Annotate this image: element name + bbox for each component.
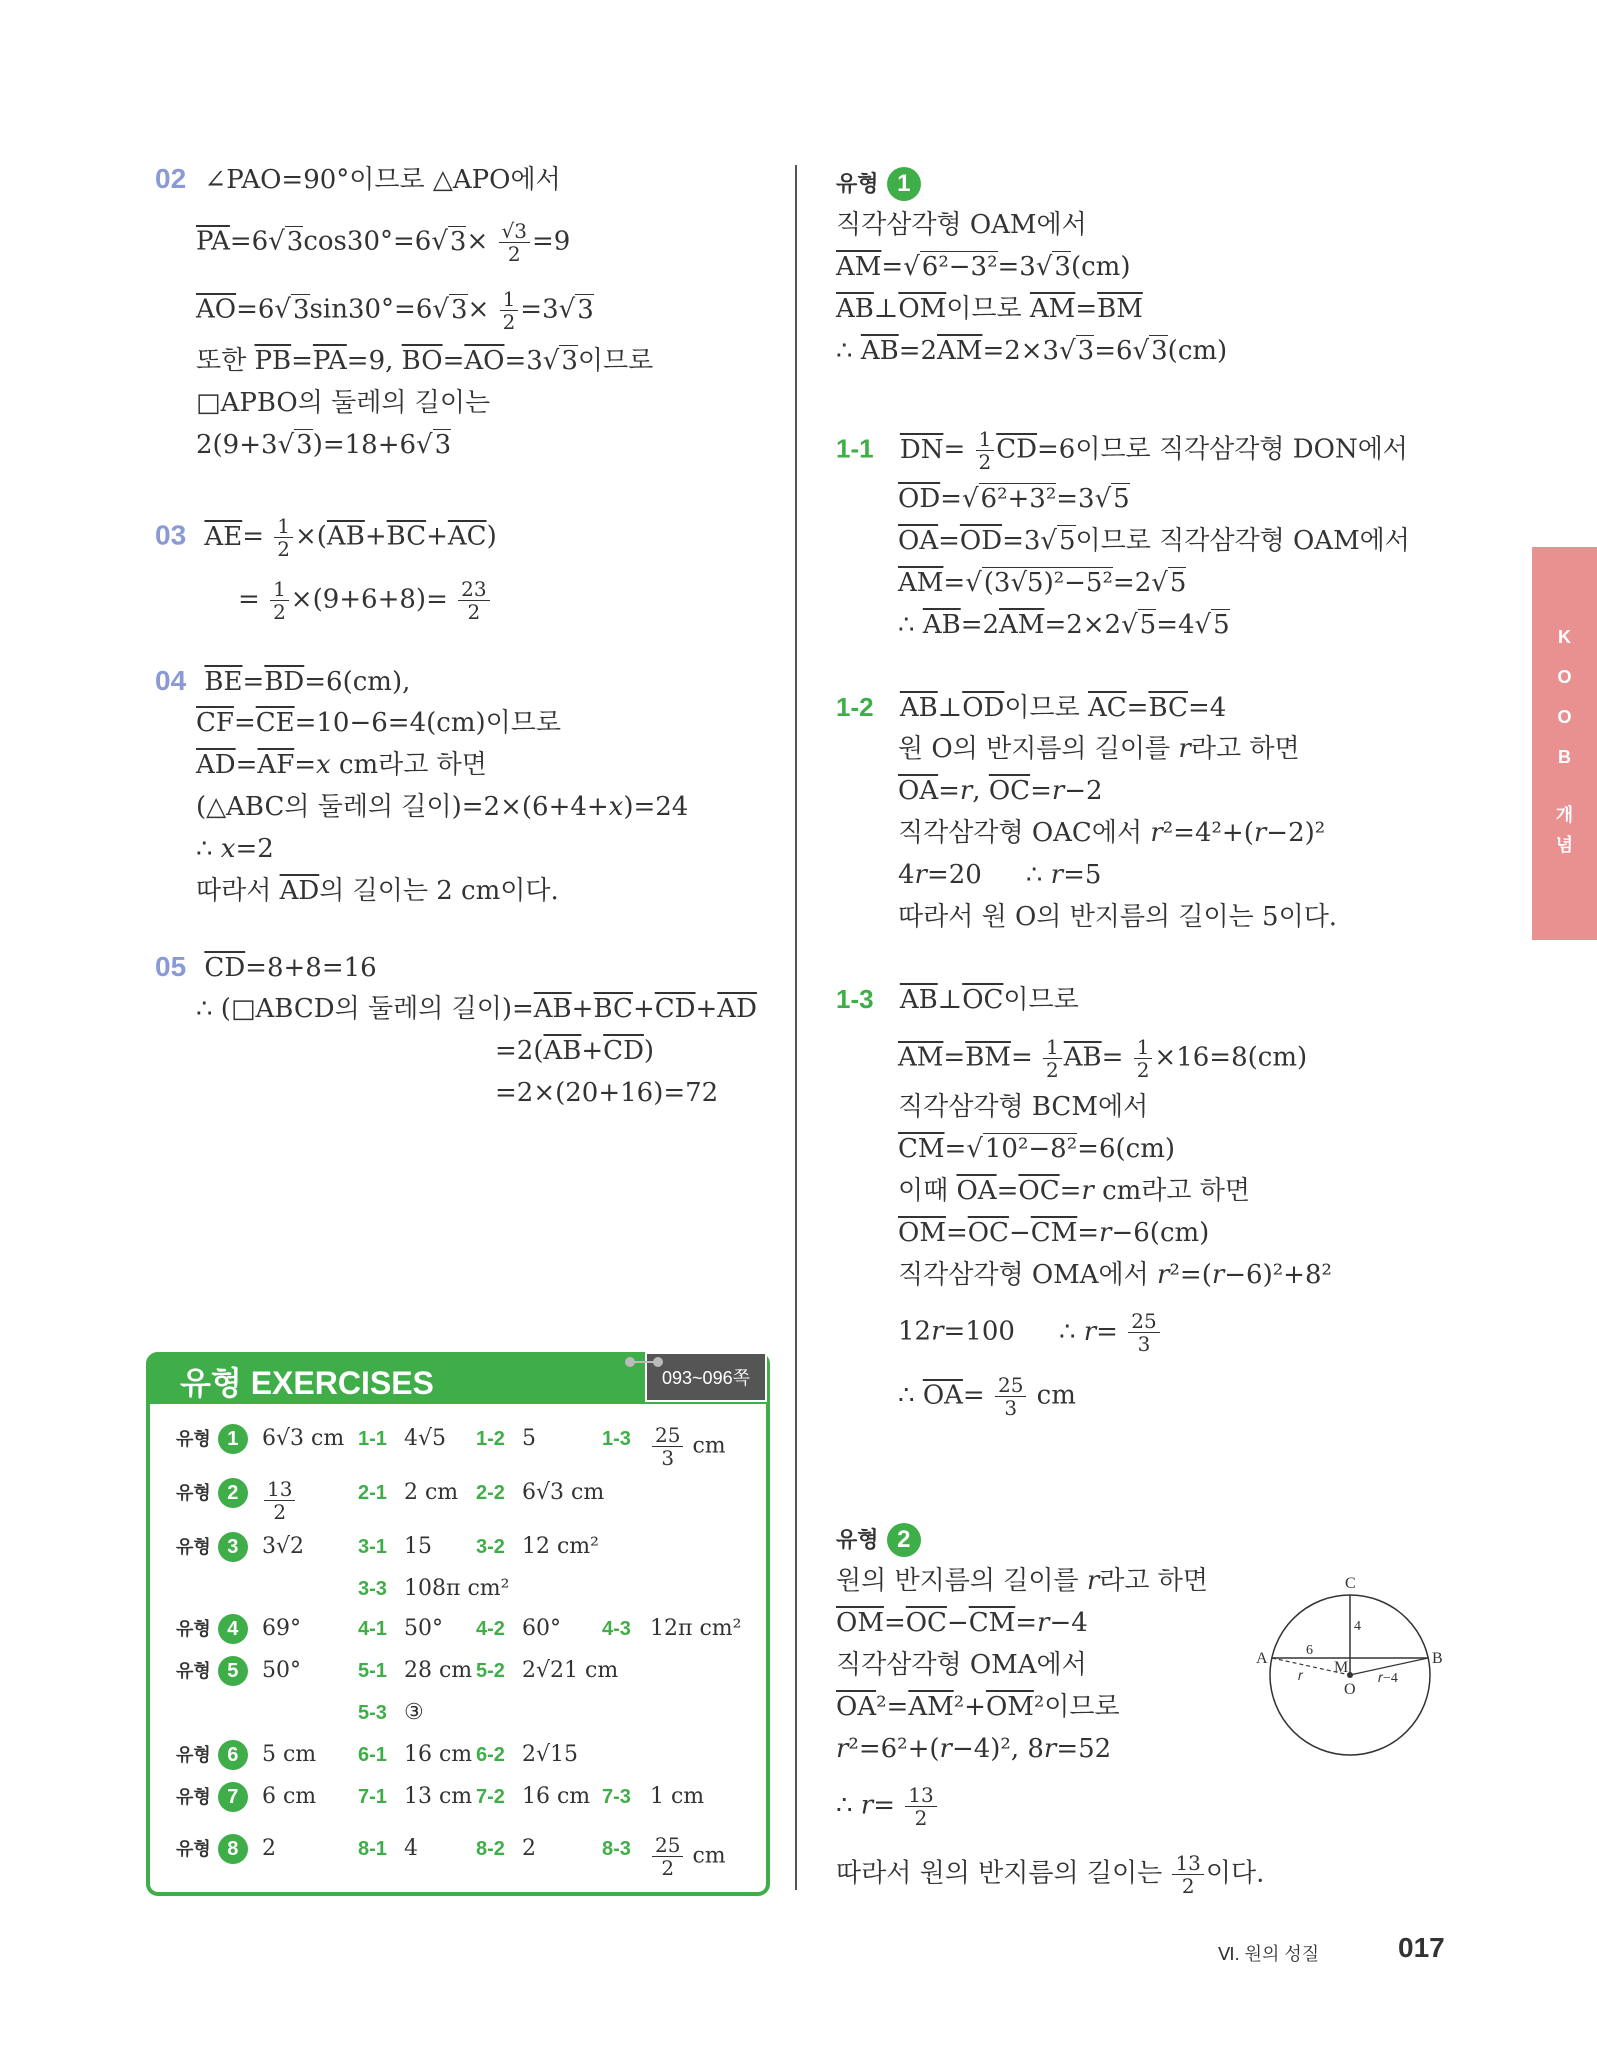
problem-02-line3: $\overline{AO}=6√3\sin 30^\circ=6√3\times$ $\frac{1}{2}$ =3√3 — [196, 287, 594, 334]
side-tab — [1532, 547, 1597, 940]
exercise-answer: 50° — [404, 1616, 443, 1641]
problem-key: 2-1 — [358, 1482, 387, 1504]
exercise-answer: 12 cm² — [522, 1534, 599, 1559]
problem-02-line6: 2(9+3√3)=18+6√3 — [196, 430, 452, 460]
fraction: $\frac{1}{2}$ — [500, 288, 519, 333]
sidetab-letter: 념 — [1555, 835, 1574, 855]
problem-03-line1: 03 $\overline{AE}=$ $\frac{1}{2}$ $\times(\overline{AB}+\overline{BC}+\overline{AC})$ — [155, 514, 497, 561]
problem-number: 02 — [155, 163, 187, 194]
problem-key: 1-1 — [358, 1428, 387, 1450]
exercise-answer: 13 cm — [404, 1784, 473, 1809]
label-m: M — [1334, 1659, 1349, 1676]
label-r-minus-4: 𝑟−4 — [1378, 1671, 1398, 1686]
problem-04-line1: 04 $\overline{BE}=\overline{BD}=6(cm)$, — [155, 665, 411, 697]
exercise-key — [476, 1532, 505, 1562]
exercise-key — [476, 1478, 505, 1508]
problem-1-1-line5: ∴ $\overline{AB}=2\overline{AM}=2\times 2√5=4√5$ — [898, 610, 1230, 640]
exercise-answer: 2√21 cm — [522, 1658, 619, 1683]
problem-1-2-line4: 직각삼각형 OAC에서 𝑟²=4²+(𝑟−2)² — [898, 818, 1326, 848]
type-badge: 2 — [887, 1523, 921, 1557]
type-badge: 3 — [218, 1532, 248, 1562]
exercise-answer: 5 — [522, 1426, 536, 1451]
fraction: $\frac{1}{2}$ — [274, 515, 293, 560]
exercise-answer: $\frac{25}{2}$ cm — [650, 1834, 726, 1879]
exercise-type-label — [176, 1656, 248, 1686]
exercise-answer: 1 cm — [650, 1784, 705, 1809]
exercises-title: 유형 EXERCISES — [180, 1365, 434, 1401]
exercise-key — [358, 1478, 387, 1508]
sidetab-letter: K — [1558, 627, 1571, 647]
problem-1-2-line1: 1-2 $\overline{AB}\perp\overline{OD}$이므로 $\overline{AC}=\overline{BC}=4$ — [836, 692, 1227, 723]
problem-1-3-line6: $\overline{OM}=\overline{OC}-\overline{CM}=𝑟-6(cm)$ — [898, 1218, 1210, 1248]
exercise-type-label — [176, 1424, 248, 1454]
problem-1-1-line2: $\overline{OD}=√6^2+3^2=3√5$ — [898, 484, 1130, 514]
problem-key: 1-3 — [602, 1428, 631, 1450]
type-1-heading: 유형 1 — [836, 166, 921, 201]
exercise-key — [358, 1574, 387, 1604]
type-label: 유형 — [176, 1661, 211, 1681]
exercise-key — [358, 1698, 387, 1728]
exercise-key — [476, 1740, 505, 1770]
exercise-answer: $\frac{25}{3}$ cm — [650, 1424, 726, 1469]
problem-number: 1-2 — [836, 692, 874, 722]
problem-04-line4: (△ABC의 둘레의 길이)=2×(6+4+𝑥)=24 — [196, 792, 689, 822]
problem-key: 5-3 — [358, 1702, 387, 1724]
sidetab-letter: 개 — [1555, 805, 1574, 825]
problem-number: 1-1 — [836, 433, 874, 464]
problem-1-1-line4: $\overline{AM}=√(3√5)^2-5^2=2√5$ — [898, 568, 1187, 598]
sidetab-letter: O — [1557, 707, 1572, 727]
type-2-line6: ∴ 𝑟= $\frac{13}{2}$ — [836, 1784, 939, 1829]
exercise-answer: 2 — [262, 1836, 276, 1861]
exercise-key — [358, 1740, 387, 1770]
fraction: $\frac{1}{2}$ — [1043, 1036, 1062, 1081]
fraction: $\frac{13}{2}$ — [264, 1478, 295, 1523]
problem-1-3-line3: 직각삼각형 BCM에서 — [898, 1092, 1149, 1122]
type-badge: 1 — [218, 1424, 248, 1454]
exercise-key — [476, 1656, 505, 1686]
exercise-key — [602, 1424, 631, 1454]
problem-key: 6-1 — [358, 1744, 387, 1766]
problem-05-line4: =2×(20+16)=72 — [495, 1078, 719, 1108]
type-2-line2: $\overline{OM}=\overline{OC}-\overline{CM}=𝑟-4$ — [836, 1608, 1088, 1638]
sidetab-letter: O — [1557, 667, 1572, 687]
type-2-heading: 유형 2 — [836, 1522, 921, 1557]
exercise-key — [602, 1614, 631, 1644]
type-2-line3: 직각삼각형 OMA에서 — [836, 1650, 1087, 1680]
tag-connector-icon — [620, 1352, 668, 1372]
problem-02-line4: 또한 $\overline{PB}=\overline{PA}=9$, $\overline{BO}=\overline{AO}=3√3$이므로 — [196, 346, 654, 376]
label-b: B — [1432, 1650, 1443, 1667]
type-1-line3: $\overline{AB}\perp\overline{OM}$이므로 $\overline{AM}=\overline{BM}$ — [836, 294, 1143, 324]
fraction: $\frac{1}{2}$ — [1134, 1036, 1153, 1081]
exercise-answer — [262, 1478, 297, 1523]
type-1-line2: $\overline{AM}=√6^2-3^2=3√3(cm)$ — [836, 252, 1131, 282]
problem-04-line3: $\overline{AD}=\overline{AF}=𝑥$ cm라고 하면 — [196, 750, 487, 780]
type-label: 유형 — [176, 1839, 211, 1859]
type-label: 유형 — [176, 1787, 211, 1807]
exercise-answer: 60° — [522, 1616, 561, 1641]
problem-04-line2: $\overline{CF}=\overline{CE}=10-6=4(cm)$이므로 — [196, 708, 561, 738]
fraction: $\frac{1}{2}$ — [270, 578, 289, 623]
exercise-key — [602, 1834, 631, 1864]
fraction: $\frac{√3}{2}$ — [499, 220, 530, 265]
problem-key: 2-2 — [476, 1482, 505, 1504]
exercise-answer: 4√5 — [404, 1426, 447, 1451]
exercise-key — [476, 1782, 505, 1812]
problem-key: 1-2 — [476, 1428, 505, 1450]
exercise-key — [476, 1614, 505, 1644]
problem-1-2-line3: $\overline{OA}=𝑟$, $\overline{OC}=𝑟-2$ — [898, 776, 1103, 806]
chapter-title: Ⅵ. 원의 성질 — [1218, 1944, 1320, 1964]
problem-1-2-line2: 원 O의 반지름의 길이를 𝑟라고 하면 — [898, 734, 1300, 764]
exercise-answer: 3√2 — [262, 1534, 305, 1559]
exercise-key — [358, 1532, 387, 1562]
page-number: 017 — [1398, 1932, 1445, 1963]
exercise-answer: 4 — [404, 1836, 418, 1861]
type-badge: 2 — [218, 1478, 248, 1508]
circle-diagram — [1250, 1570, 1450, 1770]
problem-05-line2: ∴ (□ABCD의 둘레의 길이)$=\overline{AB}+\overline{BC}+\overline{CD}+\overline{AD}$ — [196, 994, 757, 1024]
label-six: 6 — [1306, 1643, 1313, 1658]
type-label: 유형 — [176, 1429, 211, 1449]
exercise-type-label — [176, 1782, 248, 1812]
type-badge: 8 — [218, 1834, 248, 1864]
exercise-type-label — [176, 1532, 248, 1562]
label-c: C — [1345, 1575, 1356, 1592]
problem-1-3-line7: 직각삼각형 OMA에서 𝑟²=(𝑟−6)²+8² — [898, 1260, 1332, 1290]
problem-05-line1: 05 $\overline{CD}=8+8=16$ — [155, 951, 377, 983]
exercise-answer: 6√3 cm — [262, 1426, 345, 1451]
problem-number: 03 — [155, 519, 187, 551]
problem-key: 5-2 — [476, 1660, 505, 1682]
problem-number: 05 — [155, 951, 187, 982]
fraction: $\frac{25}{3}$ — [1128, 1310, 1159, 1355]
fraction: $\frac{25}{3}$ — [995, 1374, 1026, 1419]
problem-1-3-line4: $\overline{CM}=√10^2-8^2=6(cm)$ — [898, 1134, 1175, 1164]
problem-1-3-line2: $\overline{AM}=\overline{BM}=$ $\frac{1}{2}$ $\overline{AB}=$ $\frac{1}{2}$ ×16=8(cm) — [898, 1035, 1308, 1082]
problem-1-3-line5: 이때 $\overline{OA}=\overline{OC}=𝑟$ cm라고 하면 — [898, 1176, 1251, 1206]
exercise-key — [476, 1834, 505, 1864]
problem-1-3-line9: ∴ $\overline{OA}=$ $\frac{25}{3}$ cm — [898, 1373, 1076, 1420]
problem-key: 8-3 — [602, 1838, 631, 1860]
exercise-key — [358, 1656, 387, 1686]
exercise-answer: 50° — [262, 1658, 301, 1683]
problem-key: 3-1 — [358, 1536, 387, 1558]
problem-key: 6-2 — [476, 1744, 505, 1766]
problem-number: 1-3 — [836, 984, 874, 1014]
exercise-answer: ③ — [404, 1700, 424, 1725]
fraction: $\frac{13}{2}$ — [1172, 1852, 1203, 1897]
type-label: 유형 — [176, 1745, 211, 1765]
problem-1-3-line1: 1-3 $\overline{AB}\perp\overline{OC}$이므로 — [836, 984, 1079, 1015]
exercise-answer: 12π cm² — [650, 1616, 742, 1641]
problem-04-line5: ∴ 𝑥=2 — [196, 834, 274, 864]
problem-key: 4-2 — [476, 1618, 505, 1640]
problem-05-line3: $=2(\overline{AB}+\overline{CD})$ — [495, 1036, 655, 1066]
problem-04-line6: 따라서 $\overline{AD}$의 길이는 2 cm이다. — [196, 876, 559, 906]
exercise-key — [358, 1614, 387, 1644]
problem-03-line2: = $\frac{1}{2}$ ×(9+6+8)= $\frac{23}{2}$ — [238, 578, 492, 623]
label-o: O — [1344, 1681, 1356, 1698]
type-1-line1: 직각삼각형 OAM에서 — [836, 210, 1087, 240]
sidetab-letter: B — [1558, 747, 1571, 767]
problem-02-line2: $\overline{PA}=6√3\cos 30^\circ=6√3\times$ $\frac{√3}{2}$ =9 — [196, 219, 571, 266]
problem-number: 04 — [155, 665, 187, 696]
label-a: A — [1256, 1650, 1268, 1667]
exercise-key — [358, 1782, 387, 1812]
exercise-type-label — [176, 1478, 248, 1508]
type-badge: 1 — [887, 167, 921, 201]
exercise-key — [358, 1834, 387, 1864]
exercise-answer: 108π cm² — [404, 1576, 510, 1601]
type-2-line5: 𝑟²=6²+(𝑟−4)², 8𝑟=52 — [836, 1734, 1112, 1764]
exercise-type-label — [176, 1614, 248, 1644]
problem-key: 8-1 — [358, 1838, 387, 1860]
type-badge: 6 — [218, 1740, 248, 1770]
problem-key: 7-2 — [476, 1786, 505, 1808]
type-badge: 7 — [218, 1782, 248, 1812]
exercise-answer: 15 — [404, 1534, 432, 1559]
problem-key: 7-1 — [358, 1786, 387, 1808]
problem-1-3-line8: 12𝑟=100 ∴ 𝑟= $\frac{25}{3}$ — [898, 1310, 1162, 1355]
fraction: $\frac{23}{2}$ — [458, 578, 489, 623]
type-2-line4: $\overline{OA}^2=\overline{AM}^2+\overline{OM}^2$이므로 — [836, 1692, 1120, 1722]
problem-02-line1: 02 ∠PAO=90°이므로 △APO에서 — [155, 163, 561, 195]
problem-1-1-line1: 1-1 $\overline{DN}=$ $\frac{1}{2}$ $\overline{CD}=6$이므로 직각삼각형 DON에서 — [836, 427, 1408, 474]
problem-02-line5: □APBO의 둘레의 길이는 — [196, 388, 491, 418]
exercise-answer: 2 — [522, 1836, 536, 1861]
fraction: $\frac{1}{2}$ — [976, 428, 995, 473]
type-badge: 4 — [218, 1614, 248, 1644]
type-label: 유형 — [176, 1483, 211, 1503]
problem-key: 7-3 — [602, 1786, 631, 1808]
type-1-line4: ∴ $\overline{AB}=2\overline{AM}=2\times 3√3=6√3(cm)$ — [836, 336, 1228, 366]
type-badge: 5 — [218, 1656, 248, 1686]
type-label: 유형 — [176, 1537, 211, 1557]
problem-1-2-line5: 4𝑟=20 ∴ 𝑟=5 — [898, 860, 1102, 890]
exercise-answer: 16 cm — [404, 1742, 473, 1767]
type-2-line7: 따라서 원의 반지름의 길이는 $\frac{13}{2}$ 이다. — [836, 1851, 1265, 1898]
problem-key: 3-2 — [476, 1536, 505, 1558]
label-r: 𝑟 — [1298, 1669, 1304, 1684]
label-four: 4 — [1354, 1619, 1361, 1634]
type-label: 유형 — [176, 1619, 211, 1639]
exercise-answer: 69° — [262, 1616, 301, 1641]
fraction: $\frac{25}{2}$ — [652, 1834, 683, 1879]
exercise-key — [358, 1424, 387, 1454]
problem-1-1-line3: $\overline{OA}=\overline{OD}=3√5$이므로 직각삼각형 OAM에서 — [898, 526, 1410, 556]
exercise-answer: 2 cm — [404, 1480, 459, 1505]
exercise-answer: 2√15 — [522, 1742, 579, 1767]
exercise-answer: 6√3 cm — [522, 1480, 605, 1505]
exercise-type-label — [176, 1740, 248, 1770]
problem-key: 4-1 — [358, 1618, 387, 1640]
fraction: $\frac{25}{3}$ — [652, 1424, 683, 1469]
page-range-tag: 093~096쪽 — [645, 1352, 767, 1402]
problem-key: 5-1 — [358, 1660, 387, 1682]
exercise-answer: 28 cm — [404, 1658, 473, 1683]
fraction: $\frac{13}{2}$ — [905, 1784, 936, 1829]
exercise-type-label — [176, 1834, 248, 1864]
exercise-key — [602, 1782, 631, 1812]
exercise-key — [476, 1424, 505, 1454]
problem-1-2-line6: 따라서 원 O의 반지름의 길이는 5이다. — [898, 902, 1338, 932]
problem-key: 8-2 — [476, 1838, 505, 1860]
type-2-line1: 원의 반지름의 길이를 𝑟라고 하면 — [836, 1566, 1208, 1596]
exercise-answer: 6 cm — [262, 1784, 317, 1809]
problem-key: 3-3 — [358, 1578, 387, 1600]
exercise-answer: 16 cm — [522, 1784, 591, 1809]
column-divider — [795, 165, 797, 1890]
exercise-answer: 5 cm — [262, 1742, 317, 1767]
problem-key: 4-3 — [602, 1618, 631, 1640]
